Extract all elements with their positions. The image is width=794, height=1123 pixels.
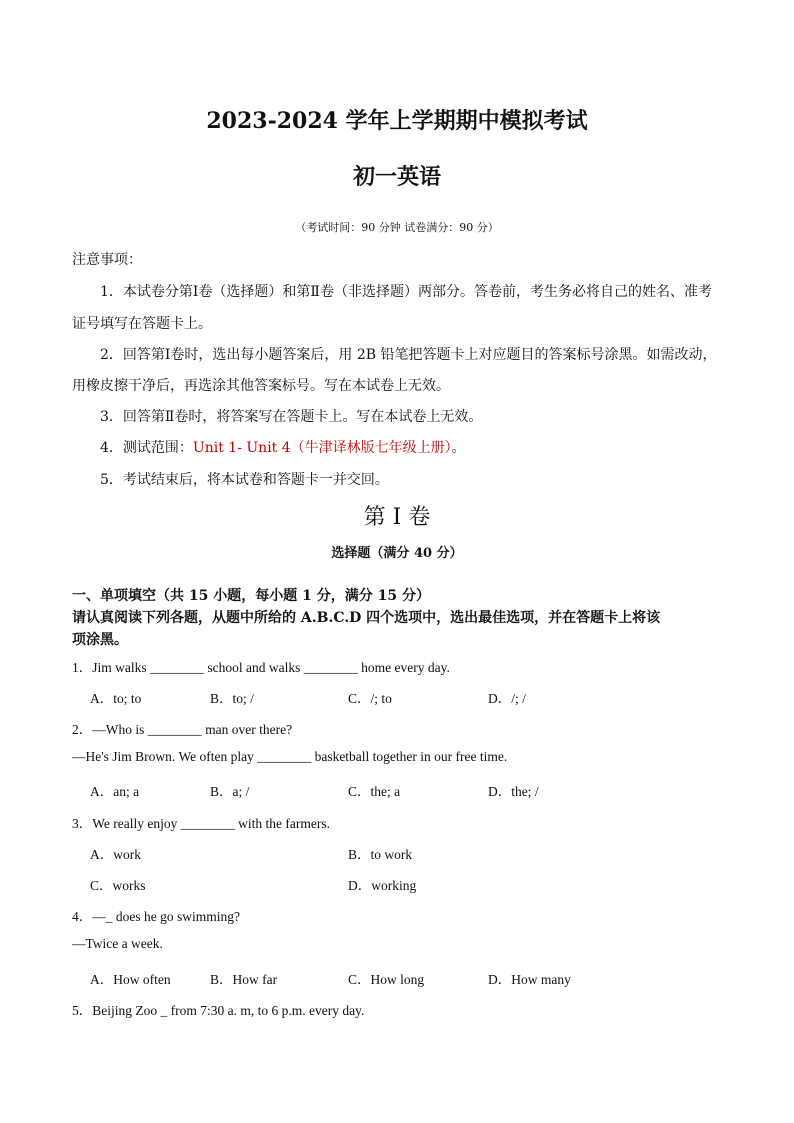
question-1-option-d: D．/; /	[488, 691, 526, 706]
question-1-option-a: A．to; to	[90, 691, 142, 706]
test-range: Unit 1- Unit 4（牛津译林版七年级上册）	[192, 440, 452, 456]
notice-item-2-line-2: 用橡皮擦干净后，再选涂其他答案标号。写在本试卷上无效。	[72, 378, 450, 394]
question-1-option-b: B．to; /	[210, 691, 254, 706]
question-3-option-b: B．to work	[348, 847, 413, 862]
question-4-option-b: B．How far	[210, 972, 278, 987]
question-5-stem: 5．Beijing Zoo _ from 7:30 a. m, to 6 p.m. every day.	[72, 1003, 365, 1018]
question-2-stem: 2．—Who is ________ man over there?	[72, 722, 293, 737]
section-instruction-line-2: 项涂黑。	[72, 632, 128, 648]
question-4-option-c: C．How long	[348, 972, 425, 987]
volume-title: 第 Ⅰ 卷	[363, 505, 431, 530]
section-instruction-line-1: 请认真阅读下列各题，从题中所给的 A.B.C.D 四个选项中，选出最佳选项，并在答题卡上将该	[72, 610, 661, 626]
notice-item-3: 3．回答第Ⅱ卷时，将答案写在答题卡上。写在本试卷上无效。	[100, 409, 483, 425]
notice-item-2-line-1: 2．回答第Ⅰ卷时，选出每小题答案后，用 2B 铅笔把答题卡上对应题目的答案标号涂黑。如需改动，	[100, 347, 717, 363]
notice-item-1-line-1: 1．本试卷分第Ⅰ卷（选择题）和第Ⅱ卷（非选择题）两部分。答卷前，考生务必将自己的姓名、准考	[100, 284, 712, 300]
question-2-option-a: A．an; a	[90, 784, 140, 799]
notice-item-4-suffix: 。	[451, 440, 466, 456]
question-2-option-c: C．the; a	[348, 784, 401, 799]
exam-title: 2023-2024 学年上学期期中模拟考试	[206, 108, 588, 134]
question-1-option-c: C．/; to	[348, 691, 392, 706]
notice-item-5: 5．考试结束后，将本试卷和答题卡一并交回。	[100, 472, 389, 488]
notice-heading: 注意事项：	[72, 252, 142, 268]
question-3-option-c: C．works	[90, 878, 146, 893]
question-3-option-d: D．working	[348, 878, 417, 893]
subject-title: 初一英语	[352, 164, 441, 190]
question-3-option-a: A．work	[90, 847, 141, 862]
section-heading: 一、单项填空（共 15 小题，每小题 1 分，满分 15 分）	[72, 588, 430, 604]
question-4-option-d: D．How many	[488, 972, 571, 987]
question-1-stem: 1．Jim walks ________ school and walks ________ home every day.	[72, 660, 450, 675]
question-2-option-b: B．a; /	[210, 784, 250, 799]
notice-item-4	[100, 437, 466, 457]
question-2-stem-2: —He's Jim Brown. We often play ________ basketball together in our free time.	[72, 749, 508, 764]
question-2-option-d: D．the; /	[488, 784, 539, 799]
volume-subtitle: 选择题（满分 40 分）	[331, 546, 463, 561]
question-3-stem: 3．We really enjoy ________ with the farmers.	[72, 816, 330, 831]
question-4-option-a: A．How often	[90, 972, 171, 987]
question-4-stem-2: —Twice a week.	[72, 936, 163, 951]
question-4-stem: 4．—_ does he go swimming?	[72, 909, 240, 924]
notice-item-4-prefix: 4．测试范围：	[100, 440, 193, 456]
exam-info: （考试时间：90 分钟 试卷满分：90 分）	[295, 221, 499, 234]
notice-item-1-line-2: 证号填写在答题卡上。	[72, 316, 212, 332]
